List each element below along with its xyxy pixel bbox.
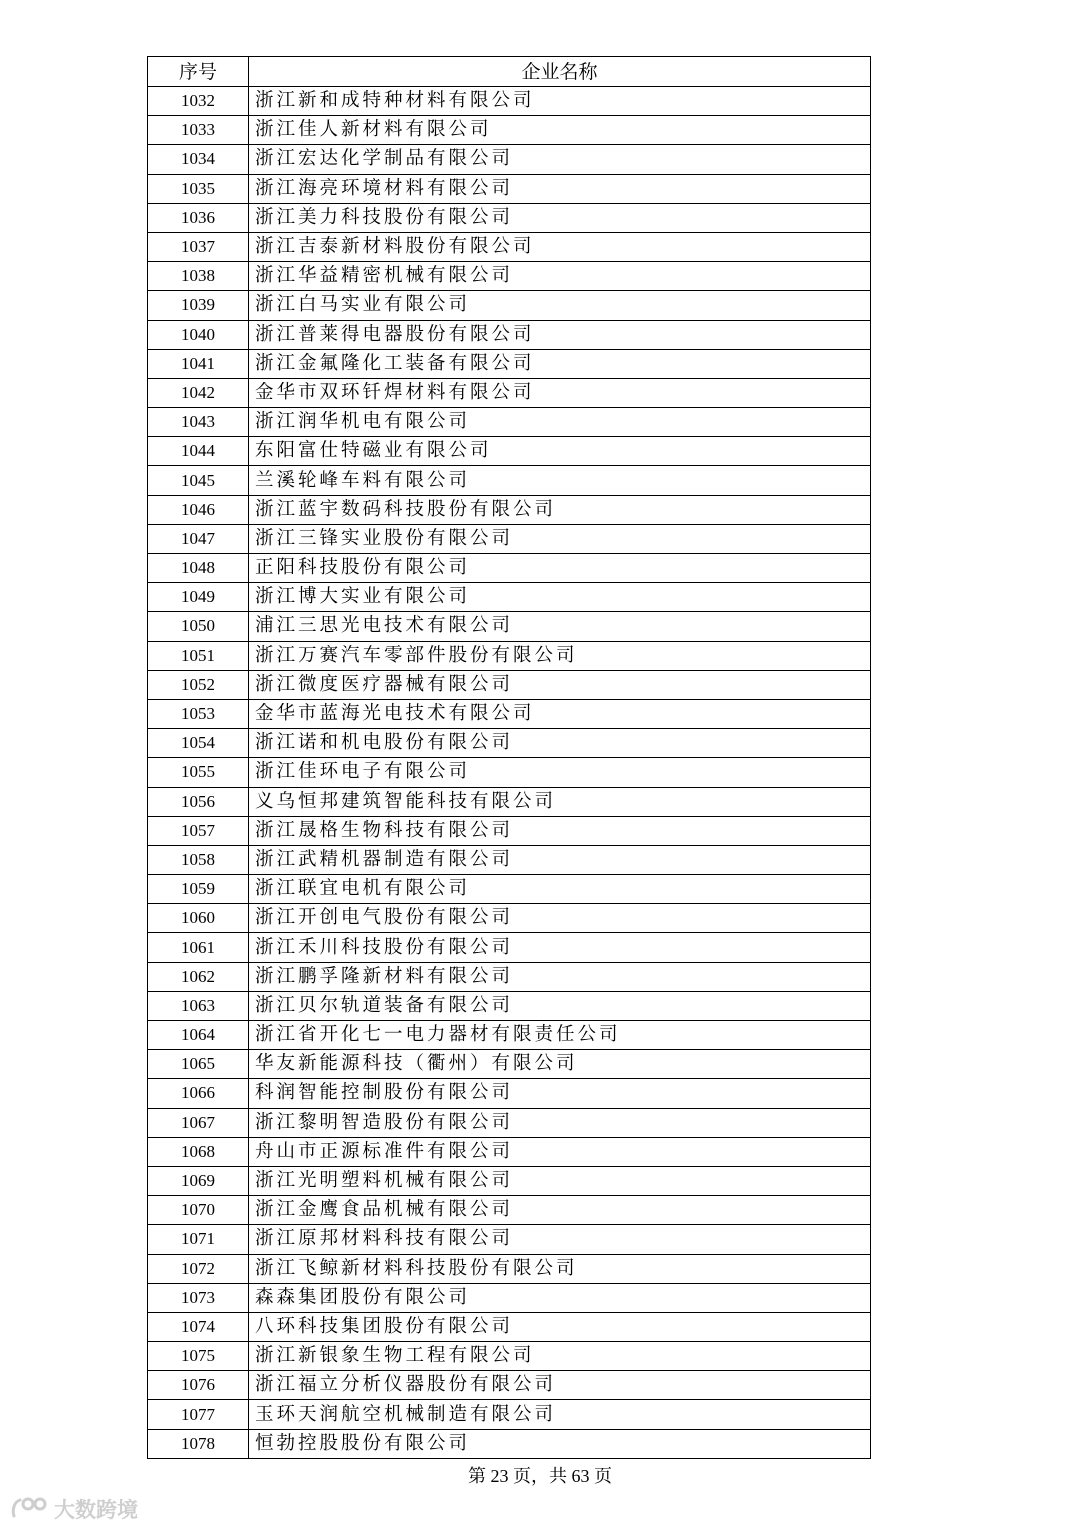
company-name-cell: 浙江万赛汽车零部件股份有限公司	[249, 641, 871, 670]
company-name-cell: 兰溪轮峰车料有限公司	[249, 466, 871, 495]
table-row	[148, 699, 871, 728]
table-row	[148, 670, 871, 699]
company-name-cell: 金华市双环钎焊材料有限公司	[249, 378, 871, 407]
serial-number-cell: 1044	[148, 437, 249, 466]
serial-number-cell: 1064	[148, 1021, 249, 1050]
company-name-cell: 恒勃控股股份有限公司	[249, 1429, 871, 1458]
table-row	[148, 1312, 871, 1341]
table-row	[148, 787, 871, 816]
table-header-row	[148, 57, 871, 87]
company-name-cell: 正阳科技股份有限公司	[249, 554, 871, 583]
company-name-cell: 义乌恒邦建筑智能科技有限公司	[249, 787, 871, 816]
company-name-cell: 科润智能控制股份有限公司	[249, 1079, 871, 1108]
table-row	[148, 1021, 871, 1050]
table-row	[148, 174, 871, 203]
serial-number-cell: 1067	[148, 1108, 249, 1137]
table-row	[148, 1342, 871, 1371]
table-row	[148, 437, 871, 466]
company-name-cell: 舟山市正源标准件有限公司	[249, 1137, 871, 1166]
company-name-cell: 东阳富仕特磁业有限公司	[249, 437, 871, 466]
company-name-cell: 浙江蓝宇数码科技股份有限公司	[249, 495, 871, 524]
serial-number-cell: 1035	[148, 174, 249, 203]
company-name-cell: 浙江光明塑料机械有限公司	[249, 1166, 871, 1195]
table-row	[148, 349, 871, 378]
serial-number-cell: 1052	[148, 670, 249, 699]
serial-number-cell: 1036	[148, 203, 249, 232]
table-row	[148, 904, 871, 933]
serial-number-cell: 1077	[148, 1400, 249, 1429]
table-row	[148, 466, 871, 495]
serial-number-cell: 1049	[148, 583, 249, 612]
table-row	[148, 612, 871, 641]
company-name-cell: 浙江金鹰食品机械有限公司	[249, 1196, 871, 1225]
table-row	[148, 962, 871, 991]
serial-number-cell: 1059	[148, 875, 249, 904]
company-name-cell: 浙江润华机电有限公司	[249, 408, 871, 437]
company-name-cell: 浙江宏达化学制品有限公司	[249, 145, 871, 174]
watermark	[10, 1494, 138, 1524]
serial-number-cell: 1072	[148, 1254, 249, 1283]
company-name-cell: 浙江三锋实业股份有限公司	[249, 524, 871, 553]
serial-number-cell: 1075	[148, 1342, 249, 1371]
serial-number-cell: 1053	[148, 699, 249, 728]
serial-number-cell: 1045	[148, 466, 249, 495]
serial-number-cell: 1047	[148, 524, 249, 553]
table-row	[148, 145, 871, 174]
serial-number-cell: 1054	[148, 729, 249, 758]
company-name-cell: 浙江晟格生物科技有限公司	[249, 816, 871, 845]
table-body	[148, 87, 871, 1459]
company-name-cell: 浙江新银象生物工程有限公司	[249, 1342, 871, 1371]
table-row	[148, 1429, 871, 1458]
company-name-cell: 浙江华益精密机械有限公司	[249, 262, 871, 291]
company-name-cell: 浙江诺和机电股份有限公司	[249, 729, 871, 758]
table-row	[148, 1371, 871, 1400]
table-row	[148, 495, 871, 524]
company-name-cell: 玉环天润航空机械制造有限公司	[249, 1400, 871, 1429]
table-row	[148, 641, 871, 670]
serial-number-cell: 1068	[148, 1137, 249, 1166]
table-row	[148, 320, 871, 349]
column-header-company-name: 企业名称	[249, 57, 871, 87]
serial-number-cell: 1069	[148, 1166, 249, 1195]
serial-number-cell: 1034	[148, 145, 249, 174]
serial-number-cell: 1062	[148, 962, 249, 991]
column-header-serial-number: 序号	[148, 57, 249, 87]
serial-number-cell: 1041	[148, 349, 249, 378]
table-row	[148, 87, 871, 116]
serial-number-cell: 1055	[148, 758, 249, 787]
table-row	[148, 1108, 871, 1137]
company-name-cell: 浙江省开化七一电力器材有限责任公司	[249, 1021, 871, 1050]
company-name-cell: 森森集团股份有限公司	[249, 1283, 871, 1312]
table-row	[148, 1137, 871, 1166]
table-row	[148, 1050, 871, 1079]
serial-number-cell: 1070	[148, 1196, 249, 1225]
table-row	[148, 291, 871, 320]
company-name-cell: 浙江贝尔轨道装备有限公司	[249, 991, 871, 1020]
serial-number-cell: 1050	[148, 612, 249, 641]
serial-number-cell: 1066	[148, 1079, 249, 1108]
company-name-cell: 金华市蓝海光电技术有限公司	[249, 699, 871, 728]
serial-number-cell: 1038	[148, 262, 249, 291]
serial-number-cell: 1078	[148, 1429, 249, 1458]
company-name-cell: 浙江鹏孚隆新材料有限公司	[249, 962, 871, 991]
table-row	[148, 583, 871, 612]
company-name-cell: 浙江普莱得电器股份有限公司	[249, 320, 871, 349]
watermark-text: 大数跨境	[54, 1498, 138, 1522]
table-row	[148, 816, 871, 845]
serial-number-cell: 1076	[148, 1371, 249, 1400]
serial-number-cell: 1046	[148, 495, 249, 524]
serial-number-cell: 1073	[148, 1283, 249, 1312]
table-row	[148, 1254, 871, 1283]
table-row	[148, 729, 871, 758]
bubble-logo-icon	[10, 1496, 50, 1522]
company-name-cell: 浙江禾川科技股份有限公司	[249, 933, 871, 962]
company-name-cell: 浙江福立分析仪器股份有限公司	[249, 1371, 871, 1400]
serial-number-cell: 1063	[148, 991, 249, 1020]
table-row	[148, 991, 871, 1020]
company-name-cell: 浙江博大实业有限公司	[249, 583, 871, 612]
company-name-cell: 浙江原邦材料科技有限公司	[249, 1225, 871, 1254]
table-row	[148, 1196, 871, 1225]
table-row	[148, 203, 871, 232]
serial-number-cell: 1060	[148, 904, 249, 933]
serial-number-cell: 1037	[148, 232, 249, 261]
company-name-cell: 浙江开创电气股份有限公司	[249, 904, 871, 933]
serial-number-cell: 1058	[148, 845, 249, 874]
company-name-cell: 浙江佳环电子有限公司	[249, 758, 871, 787]
table-row	[148, 1166, 871, 1195]
serial-number-cell: 1048	[148, 554, 249, 583]
table-row	[148, 378, 871, 407]
table-row	[148, 408, 871, 437]
serial-number-cell: 1040	[148, 320, 249, 349]
table-row	[148, 554, 871, 583]
table-row	[148, 116, 871, 145]
serial-number-cell: 1065	[148, 1050, 249, 1079]
company-name-cell: 浙江金氟隆化工装备有限公司	[249, 349, 871, 378]
table-row	[148, 1079, 871, 1108]
company-name-cell: 浙江吉泰新材料股份有限公司	[249, 232, 871, 261]
company-name-cell: 浙江海亮环境材料有限公司	[249, 174, 871, 203]
company-name-cell: 浙江佳人新材料有限公司	[249, 116, 871, 145]
table-row	[148, 1225, 871, 1254]
serial-number-cell: 1042	[148, 378, 249, 407]
table-row	[148, 1400, 871, 1429]
serial-number-cell: 1033	[148, 116, 249, 145]
table-row	[148, 933, 871, 962]
company-name-cell: 浙江美力科技股份有限公司	[249, 203, 871, 232]
company-name-cell: 八环科技集团股份有限公司	[249, 1312, 871, 1341]
company-name-cell: 浦江三思光电技术有限公司	[249, 612, 871, 641]
table-row	[148, 875, 871, 904]
company-name-cell: 华友新能源科技（衢州）有限公司	[249, 1050, 871, 1079]
company-name-cell: 浙江联宜电机有限公司	[249, 875, 871, 904]
serial-number-cell: 1043	[148, 408, 249, 437]
serial-number-cell: 1071	[148, 1225, 249, 1254]
page-number-footer: 第 23 页，共 63 页	[468, 1466, 612, 1486]
company-name-cell: 浙江白马实业有限公司	[249, 291, 871, 320]
table-row	[148, 845, 871, 874]
serial-number-cell: 1039	[148, 291, 249, 320]
serial-number-cell: 1057	[148, 816, 249, 845]
serial-number-cell: 1074	[148, 1312, 249, 1341]
table-row	[148, 758, 871, 787]
table-row	[148, 524, 871, 553]
serial-number-cell: 1032	[148, 87, 249, 116]
company-name-cell: 浙江新和成特种材料有限公司	[249, 87, 871, 116]
serial-number-cell: 1056	[148, 787, 249, 816]
serial-number-cell: 1051	[148, 641, 249, 670]
company-list-table	[147, 56, 871, 1459]
company-name-cell: 浙江微度医疗器械有限公司	[249, 670, 871, 699]
company-name-cell: 浙江武精机器制造有限公司	[249, 845, 871, 874]
table-row	[148, 262, 871, 291]
company-name-cell: 浙江飞鲸新材料科技股份有限公司	[249, 1254, 871, 1283]
table-row	[148, 1283, 871, 1312]
company-name-cell: 浙江黎明智造股份有限公司	[249, 1108, 871, 1137]
serial-number-cell: 1061	[148, 933, 249, 962]
table-row	[148, 232, 871, 261]
